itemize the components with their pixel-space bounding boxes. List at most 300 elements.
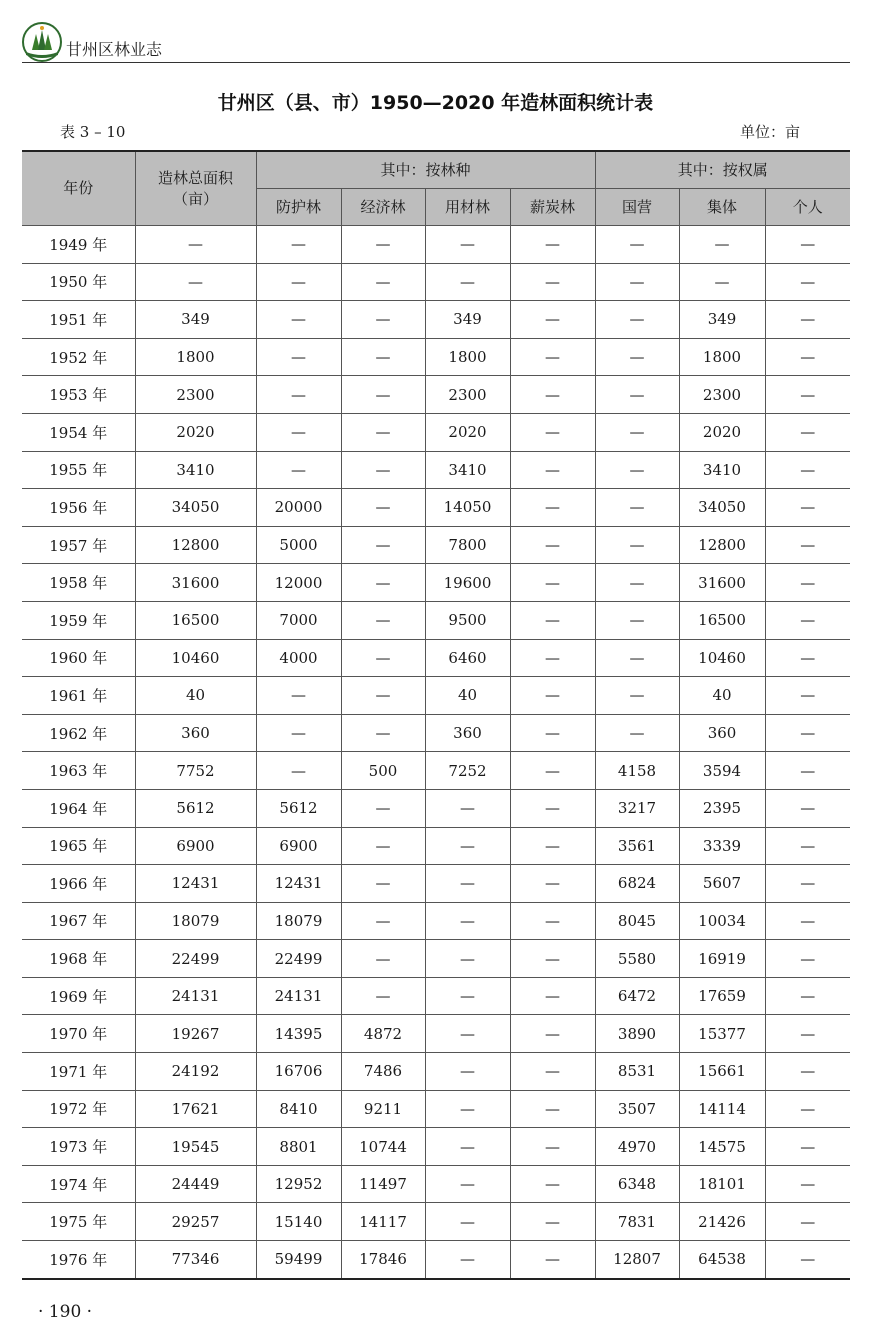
value-cell: 3339: [679, 827, 765, 865]
year-cell: 1966 年: [22, 865, 135, 903]
value-cell: —: [510, 1128, 595, 1166]
value-cell: 5580: [595, 940, 679, 978]
value-cell: 12000: [256, 564, 341, 602]
year-cell: 1974 年: [22, 1165, 135, 1203]
value-cell: 34050: [135, 489, 256, 527]
value-cell: 16500: [135, 601, 256, 639]
value-cell: —: [341, 338, 425, 376]
value-cell: 18101: [679, 1165, 765, 1203]
value-cell: —: [425, 1053, 510, 1091]
value-cell: 2020: [425, 413, 510, 451]
value-cell: —: [510, 376, 595, 414]
value-cell: —: [256, 226, 341, 264]
table-row: [22, 639, 850, 677]
value-cell: —: [765, 451, 850, 489]
table-row: [22, 526, 850, 564]
value-cell: —: [510, 489, 595, 527]
value-cell: —: [595, 338, 679, 376]
value-cell: —: [765, 789, 850, 827]
value-cell: 4000: [256, 639, 341, 677]
value-cell: 22499: [135, 940, 256, 978]
value-cell: —: [425, 1090, 510, 1128]
header-collective: 集体: [679, 189, 765, 226]
value-cell: —: [510, 714, 595, 752]
value-cell: —: [341, 940, 425, 978]
value-cell: 17621: [135, 1090, 256, 1128]
value-cell: 360: [135, 714, 256, 752]
value-cell: —: [510, 1015, 595, 1053]
year-cell: 1965 年: [22, 827, 135, 865]
value-cell: —: [510, 413, 595, 451]
year-cell: 1957 年: [22, 526, 135, 564]
value-cell: —: [341, 226, 425, 264]
value-cell: —: [765, 977, 850, 1015]
value-cell: —: [425, 263, 510, 301]
year-cell: 1956 年: [22, 489, 135, 527]
year-cell: 1972 年: [22, 1090, 135, 1128]
value-cell: 15140: [256, 1203, 341, 1241]
value-cell: 6348: [595, 1165, 679, 1203]
value-cell: —: [425, 940, 510, 978]
value-cell: —: [765, 714, 850, 752]
table-row: [22, 1015, 850, 1053]
table-row: [22, 338, 850, 376]
table-row: [22, 827, 850, 865]
year-cell: 1963 年: [22, 752, 135, 790]
value-cell: 12431: [256, 865, 341, 903]
value-cell: 9500: [425, 601, 510, 639]
value-cell: —: [765, 1241, 850, 1279]
value-cell: 5612: [256, 789, 341, 827]
value-cell: —: [510, 526, 595, 564]
value-cell: 31600: [679, 564, 765, 602]
value-cell: 64538: [679, 1241, 765, 1279]
table-row: [22, 489, 850, 527]
value-cell: 8410: [256, 1090, 341, 1128]
value-cell: 14395: [256, 1015, 341, 1053]
value-cell: 17659: [679, 977, 765, 1015]
header-protection-forest: 防护林: [256, 189, 341, 226]
value-cell: —: [425, 1165, 510, 1203]
table-row: [22, 1053, 850, 1091]
table-row: [22, 263, 850, 301]
value-cell: 18079: [135, 902, 256, 940]
value-cell: —: [595, 413, 679, 451]
value-cell: —: [765, 526, 850, 564]
value-cell: —: [510, 451, 595, 489]
value-cell: —: [256, 376, 341, 414]
value-cell: 4970: [595, 1128, 679, 1166]
value-cell: 7831: [595, 1203, 679, 1241]
year-cell: 1960 年: [22, 639, 135, 677]
header-group-ownership: 其中：按权属: [595, 151, 850, 189]
table-row: [22, 1165, 850, 1203]
table-row: [22, 1203, 850, 1241]
year-cell: 1949 年: [22, 226, 135, 264]
afforestation-table: [22, 150, 850, 1280]
value-cell: 40: [679, 677, 765, 715]
value-cell: 31600: [135, 564, 256, 602]
header-year: 年份: [22, 151, 135, 226]
value-cell: —: [765, 263, 850, 301]
value-cell: 2300: [679, 376, 765, 414]
value-cell: 12431: [135, 865, 256, 903]
value-cell: 19267: [135, 1015, 256, 1053]
value-cell: 7000: [256, 601, 341, 639]
value-cell: 34050: [679, 489, 765, 527]
table-row: [22, 301, 850, 339]
value-cell: 349: [679, 301, 765, 339]
value-cell: —: [341, 865, 425, 903]
value-cell: 349: [425, 301, 510, 339]
value-cell: —: [595, 714, 679, 752]
value-cell: —: [425, 1015, 510, 1053]
value-cell: 19600: [425, 564, 510, 602]
value-cell: —: [510, 977, 595, 1015]
value-cell: 3561: [595, 827, 679, 865]
value-cell: —: [765, 564, 850, 602]
table-number: 表 3 – 10: [60, 123, 126, 141]
value-cell: —: [510, 564, 595, 602]
value-cell: —: [765, 865, 850, 903]
value-cell: —: [510, 1090, 595, 1128]
value-cell: 29257: [135, 1203, 256, 1241]
header-group-species: 其中：按林种: [256, 151, 595, 189]
table-title: 甘州区（县、市）1950—2020 年造林面积统计表: [217, 92, 654, 114]
value-cell: 12807: [595, 1241, 679, 1279]
value-cell: 59499: [256, 1241, 341, 1279]
value-cell: 2300: [135, 376, 256, 414]
header-state-owned: 国营: [595, 189, 679, 226]
value-cell: —: [425, 1128, 510, 1166]
value-cell: —: [765, 752, 850, 790]
table-row: [22, 376, 850, 414]
value-cell: 2020: [679, 413, 765, 451]
value-cell: 24131: [135, 977, 256, 1015]
value-cell: —: [595, 301, 679, 339]
value-cell: —: [135, 226, 256, 264]
value-cell: —: [341, 451, 425, 489]
value-cell: 24192: [135, 1053, 256, 1091]
value-cell: 21426: [679, 1203, 765, 1241]
unit-label: 单位：亩: [740, 123, 801, 141]
table-row: [22, 1090, 850, 1128]
value-cell: —: [425, 977, 510, 1015]
value-cell: —: [425, 226, 510, 264]
value-cell: 9211: [341, 1090, 425, 1128]
value-cell: —: [510, 639, 595, 677]
value-cell: —: [510, 601, 595, 639]
value-cell: 360: [425, 714, 510, 752]
value-cell: 7486: [341, 1053, 425, 1091]
value-cell: —: [510, 752, 595, 790]
value-cell: 8045: [595, 902, 679, 940]
header-economic-forest: 经济林: [341, 189, 425, 226]
value-cell: —: [765, 827, 850, 865]
table-row: [22, 226, 850, 264]
value-cell: 2300: [425, 376, 510, 414]
value-cell: 40: [425, 677, 510, 715]
value-cell: 14575: [679, 1128, 765, 1166]
value-cell: 16706: [256, 1053, 341, 1091]
value-cell: —: [510, 1203, 595, 1241]
year-cell: 1961 年: [22, 677, 135, 715]
value-cell: —: [595, 526, 679, 564]
value-cell: 19545: [135, 1128, 256, 1166]
value-cell: 5607: [679, 865, 765, 903]
value-cell: 16500: [679, 601, 765, 639]
value-cell: —: [765, 1128, 850, 1166]
value-cell: —: [256, 263, 341, 301]
table-row: [22, 789, 850, 827]
value-cell: —: [595, 451, 679, 489]
value-cell: —: [135, 263, 256, 301]
value-cell: 6472: [595, 977, 679, 1015]
forest-emblem-icon: [22, 22, 62, 62]
year-cell: 1971 年: [22, 1053, 135, 1091]
value-cell: 17846: [341, 1241, 425, 1279]
value-cell: —: [679, 263, 765, 301]
value-cell: —: [341, 977, 425, 1015]
table-row: [22, 865, 850, 903]
value-cell: 8801: [256, 1128, 341, 1166]
table-row: [22, 940, 850, 978]
value-cell: 7800: [425, 526, 510, 564]
value-cell: 7252: [425, 752, 510, 790]
table-row: [22, 601, 850, 639]
value-cell: —: [510, 827, 595, 865]
value-cell: 11497: [341, 1165, 425, 1203]
value-cell: —: [341, 789, 425, 827]
year-cell: 1969 年: [22, 977, 135, 1015]
year-cell: 1951 年: [22, 301, 135, 339]
value-cell: —: [341, 301, 425, 339]
value-cell: —: [256, 677, 341, 715]
value-cell: —: [256, 752, 341, 790]
value-cell: —: [510, 940, 595, 978]
value-cell: —: [595, 601, 679, 639]
value-cell: —: [341, 714, 425, 752]
value-cell: 20000: [256, 489, 341, 527]
value-cell: —: [341, 902, 425, 940]
value-cell: —: [765, 940, 850, 978]
value-cell: 22499: [256, 940, 341, 978]
year-cell: 1958 年: [22, 564, 135, 602]
value-cell: —: [595, 226, 679, 264]
value-cell: —: [765, 489, 850, 527]
year-cell: 1973 年: [22, 1128, 135, 1166]
table-row: [22, 677, 850, 715]
value-cell: —: [425, 1241, 510, 1279]
value-cell: —: [510, 865, 595, 903]
value-cell: —: [679, 226, 765, 264]
value-cell: 3410: [679, 451, 765, 489]
value-cell: —: [765, 677, 850, 715]
value-cell: —: [765, 1165, 850, 1203]
header-firewood-forest: 薪炭林: [510, 189, 595, 226]
table-row: [22, 1128, 850, 1166]
year-cell: 1968 年: [22, 940, 135, 978]
value-cell: 8531: [595, 1053, 679, 1091]
value-cell: 6900: [256, 827, 341, 865]
value-cell: 15377: [679, 1015, 765, 1053]
value-cell: 10460: [135, 639, 256, 677]
value-cell: 24449: [135, 1165, 256, 1203]
value-cell: —: [256, 301, 341, 339]
value-cell: —: [425, 902, 510, 940]
table-row: [22, 752, 850, 790]
value-cell: 1800: [679, 338, 765, 376]
value-cell: —: [425, 865, 510, 903]
value-cell: 6460: [425, 639, 510, 677]
value-cell: —: [256, 413, 341, 451]
value-cell: —: [595, 677, 679, 715]
value-cell: 14117: [341, 1203, 425, 1241]
year-cell: 1962 年: [22, 714, 135, 752]
value-cell: 77346: [135, 1241, 256, 1279]
value-cell: 2020: [135, 413, 256, 451]
table-row: [22, 714, 850, 752]
value-cell: —: [595, 376, 679, 414]
value-cell: —: [510, 226, 595, 264]
value-cell: —: [510, 301, 595, 339]
year-cell: 1964 年: [22, 789, 135, 827]
value-cell: 2395: [679, 789, 765, 827]
value-cell: —: [341, 601, 425, 639]
value-cell: —: [765, 376, 850, 414]
value-cell: 5612: [135, 789, 256, 827]
value-cell: 12800: [679, 526, 765, 564]
year-cell: 1959 年: [22, 601, 135, 639]
year-cell: 1970 年: [22, 1015, 135, 1053]
value-cell: —: [341, 827, 425, 865]
value-cell: —: [595, 489, 679, 527]
value-cell: —: [765, 413, 850, 451]
value-cell: 16919: [679, 940, 765, 978]
year-cell: 1953 年: [22, 376, 135, 414]
value-cell: —: [510, 1053, 595, 1091]
value-cell: 12952: [256, 1165, 341, 1203]
value-cell: 6900: [135, 827, 256, 865]
header-total-area: 造林总面积 （亩）: [135, 151, 256, 226]
value-cell: —: [765, 1015, 850, 1053]
value-cell: —: [510, 1241, 595, 1279]
value-cell: —: [765, 639, 850, 677]
value-cell: —: [765, 338, 850, 376]
value-cell: —: [510, 263, 595, 301]
value-cell: —: [510, 338, 595, 376]
value-cell: 18079: [256, 902, 341, 940]
value-cell: 3507: [595, 1090, 679, 1128]
year-cell: 1950 年: [22, 263, 135, 301]
value-cell: 10744: [341, 1128, 425, 1166]
value-cell: —: [595, 564, 679, 602]
value-cell: —: [765, 1203, 850, 1241]
value-cell: 349: [135, 301, 256, 339]
value-cell: 3217: [595, 789, 679, 827]
header-divider: [22, 62, 850, 63]
page-header: [22, 22, 850, 64]
value-cell: —: [341, 413, 425, 451]
page-number: · 190 ·: [38, 1302, 93, 1322]
table-row: [22, 1241, 850, 1279]
value-cell: 15661: [679, 1053, 765, 1091]
value-cell: 3410: [135, 451, 256, 489]
book-title: 甘州区林业志: [66, 40, 163, 59]
value-cell: —: [595, 263, 679, 301]
value-cell: 14050: [425, 489, 510, 527]
value-cell: —: [765, 902, 850, 940]
year-cell: 1955 年: [22, 451, 135, 489]
year-cell: 1967 年: [22, 902, 135, 940]
value-cell: —: [341, 564, 425, 602]
value-cell: —: [341, 526, 425, 564]
value-cell: —: [765, 1090, 850, 1128]
year-cell: 1976 年: [22, 1241, 135, 1279]
value-cell: —: [256, 338, 341, 376]
value-cell: 14114: [679, 1090, 765, 1128]
value-cell: —: [256, 451, 341, 489]
value-cell: —: [510, 1165, 595, 1203]
value-cell: 500: [341, 752, 425, 790]
value-cell: 40: [135, 677, 256, 715]
value-cell: —: [341, 639, 425, 677]
table-row: [22, 413, 850, 451]
header-individual: 个人: [765, 189, 850, 226]
value-cell: —: [425, 789, 510, 827]
value-cell: —: [510, 902, 595, 940]
value-cell: 1800: [425, 338, 510, 376]
value-cell: 1800: [135, 338, 256, 376]
value-cell: —: [595, 639, 679, 677]
value-cell: 4872: [341, 1015, 425, 1053]
value-cell: —: [765, 226, 850, 264]
value-cell: 6824: [595, 865, 679, 903]
header-timber-forest: 用材林: [425, 189, 510, 226]
table-row: [22, 564, 850, 602]
value-cell: 360: [679, 714, 765, 752]
value-cell: 12800: [135, 526, 256, 564]
value-cell: —: [341, 263, 425, 301]
value-cell: 4158: [595, 752, 679, 790]
value-cell: 10460: [679, 639, 765, 677]
table-row: [22, 977, 850, 1015]
year-cell: 1975 年: [22, 1203, 135, 1241]
value-cell: —: [765, 301, 850, 339]
year-cell: 1954 年: [22, 413, 135, 451]
value-cell: 10034: [679, 902, 765, 940]
value-cell: —: [341, 677, 425, 715]
value-cell: —: [425, 1203, 510, 1241]
table-row: [22, 451, 850, 489]
value-cell: 7752: [135, 752, 256, 790]
value-cell: 3890: [595, 1015, 679, 1053]
value-cell: 5000: [256, 526, 341, 564]
value-cell: —: [425, 827, 510, 865]
value-cell: 3410: [425, 451, 510, 489]
value-cell: —: [765, 601, 850, 639]
table-row: [22, 902, 850, 940]
value-cell: 3594: [679, 752, 765, 790]
value-cell: —: [510, 677, 595, 715]
value-cell: —: [341, 489, 425, 527]
value-cell: 24131: [256, 977, 341, 1015]
value-cell: —: [341, 376, 425, 414]
year-cell: 1952 年: [22, 338, 135, 376]
value-cell: —: [256, 714, 341, 752]
value-cell: —: [510, 789, 595, 827]
value-cell: —: [765, 1053, 850, 1091]
